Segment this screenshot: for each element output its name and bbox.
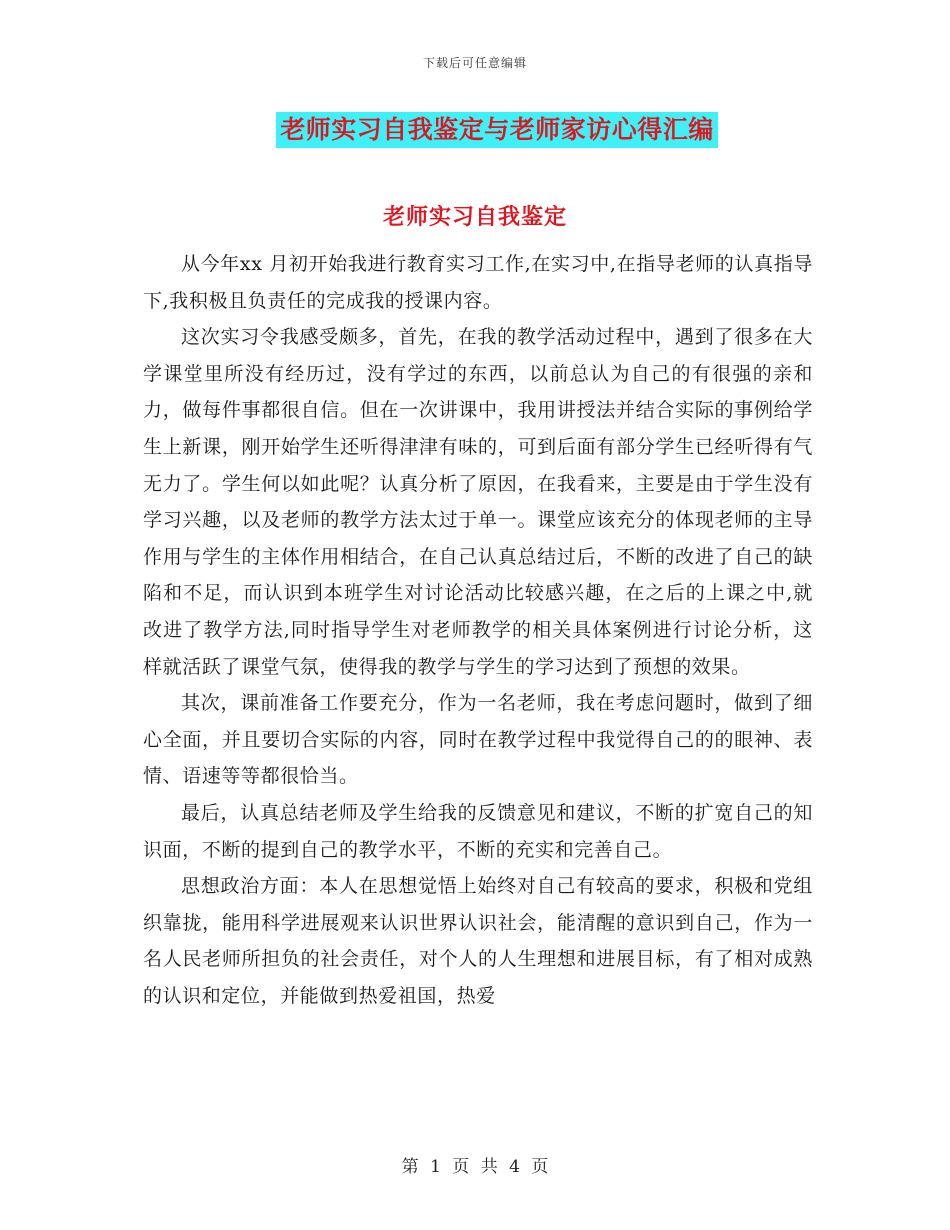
document-title-container: [0, 112, 950, 148]
paragraph: 这次实习令我感受颇多，首先，在我的教学活动过程中，遇到了很多在大学课堂里所没有经历过，没有学过的东西，以前总认为自己的有很强的亲和力，做每件事都很自信。但在一次讲课中，我用讲授法并结合实际的事例给学生上新课，刚开始学生还听得津津有味的，可到后面有部分学生已经听得有气无力了。学生何以如此呢？认真分析了原因，在我看来，主要是由于学生没有学习兴趣，以及老师的教学方法太过于单一。课堂应该充分的体现老师的主导作用与学生的主体作用相结合，在自己认真总结过后，不断的改进了自己的缺陷和不足，而认识到本班学生对讨论活动比较感兴趣，在之后的上课之中,就改进了教学方法,同时指导学生对老师教学的相关具体案例进行讨论分析，这样就活跃了课堂气氛，使得我的教学与学生的学习达到了预想的效果。: [143, 326, 813, 678]
section-title: 老师实习自我鉴定: [382, 205, 567, 230]
document-body: [143, 246, 813, 1014]
page-number-footer: 第 1 页 共 4 页: [401, 1157, 549, 1177]
page-header-note: 下载后可任意编辑: [422, 56, 527, 70]
paragraph: 其次，课前准备工作要充分，作为一名老师，我在考虑问题时，做到了细心全面，并且要切合实际的内容，同时在教学过程中我觉得自己的的眼神、表情、语速等等都很恰当。: [143, 692, 813, 788]
paragraph: 最后，认真总结老师及学生给我的反馈意见和建议，不断的扩宽自己的知识面，不断的提到自己的教学水平，不断的充实和完善自己。: [143, 801, 813, 861]
paragraph: 思想政治方面：本人在思想觉悟上始终对自己有较高的要求，积极和党组织靠拢，能用科学进展观来认识世界认识社会，能清醒的意识到自己，作为一名人民老师所担负的社会责任，对个人的人生理想和进展目标，有了相对成熟的认识和定位，并能做到热爱祖国，热爱: [143, 875, 813, 1007]
document-title: 老师实习自我鉴定与老师家访心得汇编: [276, 112, 718, 148]
paragraph: 从今年xx 月初开始我进行教育实习工作,在实习中,在指导老师的认真指导下,我积极且负责任的完成我的授课内容。: [143, 253, 813, 312]
